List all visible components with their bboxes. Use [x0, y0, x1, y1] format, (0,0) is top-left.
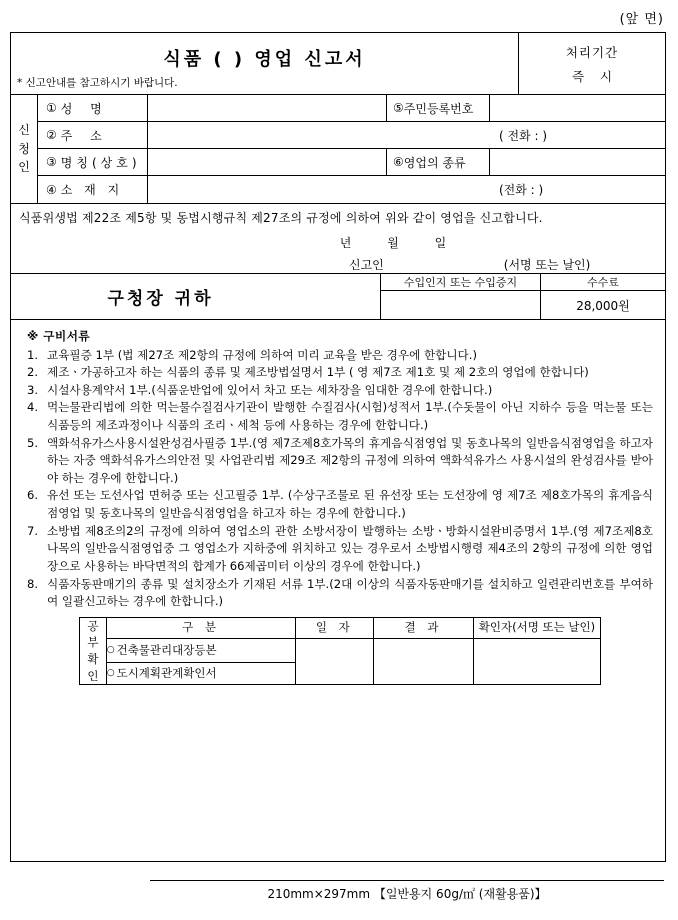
document-item — [27, 576, 653, 611]
document-item — [27, 382, 653, 400]
title-subtitle: * 신고안내를 참고하시기 바랍니다. — [17, 77, 178, 89]
confirm-option-cityplan-text: 도시계획관계확인서 — [116, 666, 217, 681]
applicant-rows — [38, 95, 665, 203]
document-item-text: 유선 또는 도선사업 면허증 또는 신고필증 1부. (수상구조물로 된 유선장 또는 도선장에 영 제7조 제8호가목의 휴게음식점영업 및 동호나목의 일반음식점영업을 하고자 하는 경우에 한합니다.) — [47, 488, 653, 521]
item-number-5: ⑤ — [393, 101, 404, 115]
document-item-number: 8. — [27, 576, 39, 591]
applicant-side-char-2: 청 — [18, 141, 30, 156]
applicant-row-name — [38, 95, 665, 122]
document-item-text: 시설사용계약서 1부.(식품운반업에 있어서 차고 또는 세차장을 임대한 경우에 한합니다.) — [47, 382, 493, 397]
revenue-stamp-column — [381, 274, 541, 319]
document-item — [27, 523, 653, 576]
circle-bullet-icon: ○ — [106, 667, 115, 678]
document-item — [27, 435, 653, 488]
field-business-name-input[interactable] — [148, 149, 386, 175]
date-month-label: 월 — [387, 236, 399, 250]
required-documents-heading: ※ 구비서류 — [27, 329, 91, 343]
item-number-2: ② — [46, 128, 57, 142]
item-number-6: ⑥ — [393, 155, 404, 169]
cell-result[interactable] — [374, 638, 474, 685]
fee-value: 28,000원 — [576, 298, 630, 313]
applicant-section — [11, 95, 665, 204]
declaration-signature-line — [19, 256, 657, 273]
revenue-stamp-value[interactable] — [381, 291, 540, 319]
processing-period-value: 즉 시 — [571, 68, 619, 84]
column-header-gubun: 구 분 — [106, 617, 296, 638]
address-tel-label: ( 전화 : ) — [499, 128, 548, 143]
field-location-input[interactable] — [148, 176, 665, 203]
date-year-label: 년 — [339, 236, 352, 250]
signer-label: 신고인 — [349, 258, 384, 272]
document-item-number: 4. — [27, 400, 39, 415]
column-header-date: 일 자 — [296, 617, 374, 638]
date-day-label: 일 — [434, 236, 447, 250]
location-tel-label: (전화 : ) — [499, 183, 544, 197]
label-name-text: 성 명 — [60, 101, 109, 116]
document-item — [27, 364, 653, 382]
label-business-type-text: 영업의 종류 — [403, 155, 466, 170]
cell-date[interactable] — [296, 638, 374, 685]
document-item — [27, 347, 653, 365]
document-item-number: 3. — [27, 382, 39, 397]
confirmation-table-wrapper — [27, 611, 653, 696]
confirm-side-char-4: 인 — [87, 668, 99, 683]
applicant-side-label — [11, 95, 38, 203]
document-item-number: 2. — [27, 365, 39, 380]
label-address — [38, 122, 148, 148]
addressee-label: 구청장 귀하 — [107, 289, 214, 309]
table-row — [80, 638, 601, 663]
confirm-option-building[interactable] — [106, 638, 296, 663]
confirm-side-char-2: 부 — [87, 635, 99, 650]
fee-header: 수수료 — [541, 274, 665, 291]
processing-period-label: 처리기간 — [565, 44, 619, 60]
label-resident-number-text: 주민등록번호 — [403, 101, 474, 116]
label-location-text: 소 재 지 — [60, 183, 124, 197]
document-item-text: 제조ㆍ가공하고자 하는 식품의 종류 및 제조방법설명서 1부 ( 영 제7조 제1호 및 제 2호의 영업에 한합니다) — [47, 365, 589, 380]
label-business-name — [38, 149, 148, 175]
form-outer-frame — [10, 32, 666, 862]
document-item-number: 6. — [27, 488, 39, 503]
document-item — [27, 487, 653, 522]
field-resident-number-input[interactable] — [490, 95, 665, 121]
label-address-text: 주 소 — [60, 128, 109, 143]
confirm-side-label — [80, 617, 107, 685]
field-name-input[interactable] — [148, 95, 386, 121]
field-business-type-input[interactable] — [490, 149, 665, 175]
column-header-confirmer: 확인자(서명 또는 날인) — [473, 617, 600, 638]
document-item-text: 액화석유가스사용시설완성검사필증 1부.(영 제7조제8호가목의 휴게음식점영업 및 동호나목의 일반음식점영업을 하고자 하는 자중 액화석유가스의안전 및 사업관리법 제29조 제2항의 규정에 의하여 액화석유가스 사용시설의 완성검사를 받아야 하는 경우에 한합니다.) — [47, 435, 653, 485]
document-item-number: 7. — [27, 523, 39, 538]
label-name — [38, 95, 148, 121]
applicant-row-address — [38, 122, 665, 149]
fee-column — [541, 274, 665, 319]
label-resident-number — [386, 95, 490, 121]
office-fee-section — [11, 274, 665, 320]
item-number-4: ④ — [46, 182, 57, 197]
front-side-note: (앞 면) — [619, 12, 664, 27]
applicant-row-location — [38, 176, 665, 203]
declaration-date-line — [19, 234, 657, 251]
circle-bullet-icon: ○ — [106, 644, 115, 655]
seal-label: (서명 또는 날인) — [503, 258, 591, 272]
document-item-text: 소방법 제8조의2의 규정에 의하여 영업소의 관한 소방서장이 발행하는 소방ㆍ방화시설완비증명서 1부.(영 제7조제8호나목의 일반음식점영업중 그 영업소가 지하중에 위치하고 있는 경우로서 소방법시행령 제4조의 2항의 규정에 의한 영업장으로 사용하는 바닥면적의 합계가 66제곱미터 이상의 경우에 한합니다.) — [47, 523, 653, 573]
item-number-1: ① — [46, 101, 57, 115]
fee-columns — [380, 274, 665, 319]
label-business-name-text: 명칭(상호) — [60, 155, 141, 170]
column-header-result: 결 과 — [374, 617, 474, 638]
document-item-text: 식품자동판매기의 종류 및 설치장소가 기재된 서류 1부.(2대 이상의 식품자동판매기를 설치하고 일련관리번호를 부여하여 일괄신고하는 경우에 한합니다.) — [47, 576, 653, 609]
processing-period-cell — [518, 33, 665, 94]
field-address-input[interactable] — [148, 122, 665, 148]
document-item-text: 교육필증 1부 (법 제27조 제2항의 규정에 의하여 미리 교육을 받은 경우에 한합니다.) — [47, 347, 477, 362]
page-footer — [150, 880, 664, 902]
document-item — [27, 399, 653, 434]
confirm-option-cityplan[interactable] — [106, 663, 296, 685]
confirm-side-char-3: 확 — [87, 652, 99, 667]
applicant-side-char-3: 인 — [18, 160, 30, 175]
page-title: 식품 ( ) 영업 신고서 — [163, 49, 366, 70]
label-location — [38, 176, 148, 203]
item-number-3: ③ — [46, 155, 57, 169]
title-left-cell — [11, 33, 518, 94]
declaration-section — [11, 204, 665, 274]
confirm-side-char-1: 공 — [87, 618, 99, 633]
label-business-type — [386, 149, 490, 175]
document-item-text: 먹는물관리법에 의한 먹는물수질검사기관이 발행한 수질검사(시험)성적서 1부.(수돗물이 아닌 지하수 등을 먹는물 또는 식품등의 제조과정이나 식품의 조리ㆍ세척 등에 사용하는 경우에 한합니다.) — [47, 400, 653, 433]
applicant-row-business-name — [38, 149, 665, 176]
required-documents-section — [11, 320, 665, 861]
confirmation-table — [79, 617, 601, 686]
declaration-statement: 식품위생법 제22조 제5항 및 동법시행규칙 제27조의 규정에 의하여 위와 같이 영업을 신고합니다. — [19, 211, 543, 225]
table-row — [80, 617, 601, 638]
footer-text: 210mm×297mm 【일반용지 60g/㎡ (재활용품)】 — [267, 887, 547, 901]
title-band — [11, 33, 665, 95]
document-item-number: 1. — [27, 347, 39, 362]
applicant-side-char-1: 신 — [18, 123, 30, 138]
cell-confirmer[interactable] — [473, 638, 600, 685]
document-item-number: 5. — [27, 435, 39, 450]
confirm-option-building-text: 건축물관리대장등본 — [116, 642, 217, 657]
revenue-stamp-header: 수입인지 또는 수입증지 — [381, 274, 540, 291]
